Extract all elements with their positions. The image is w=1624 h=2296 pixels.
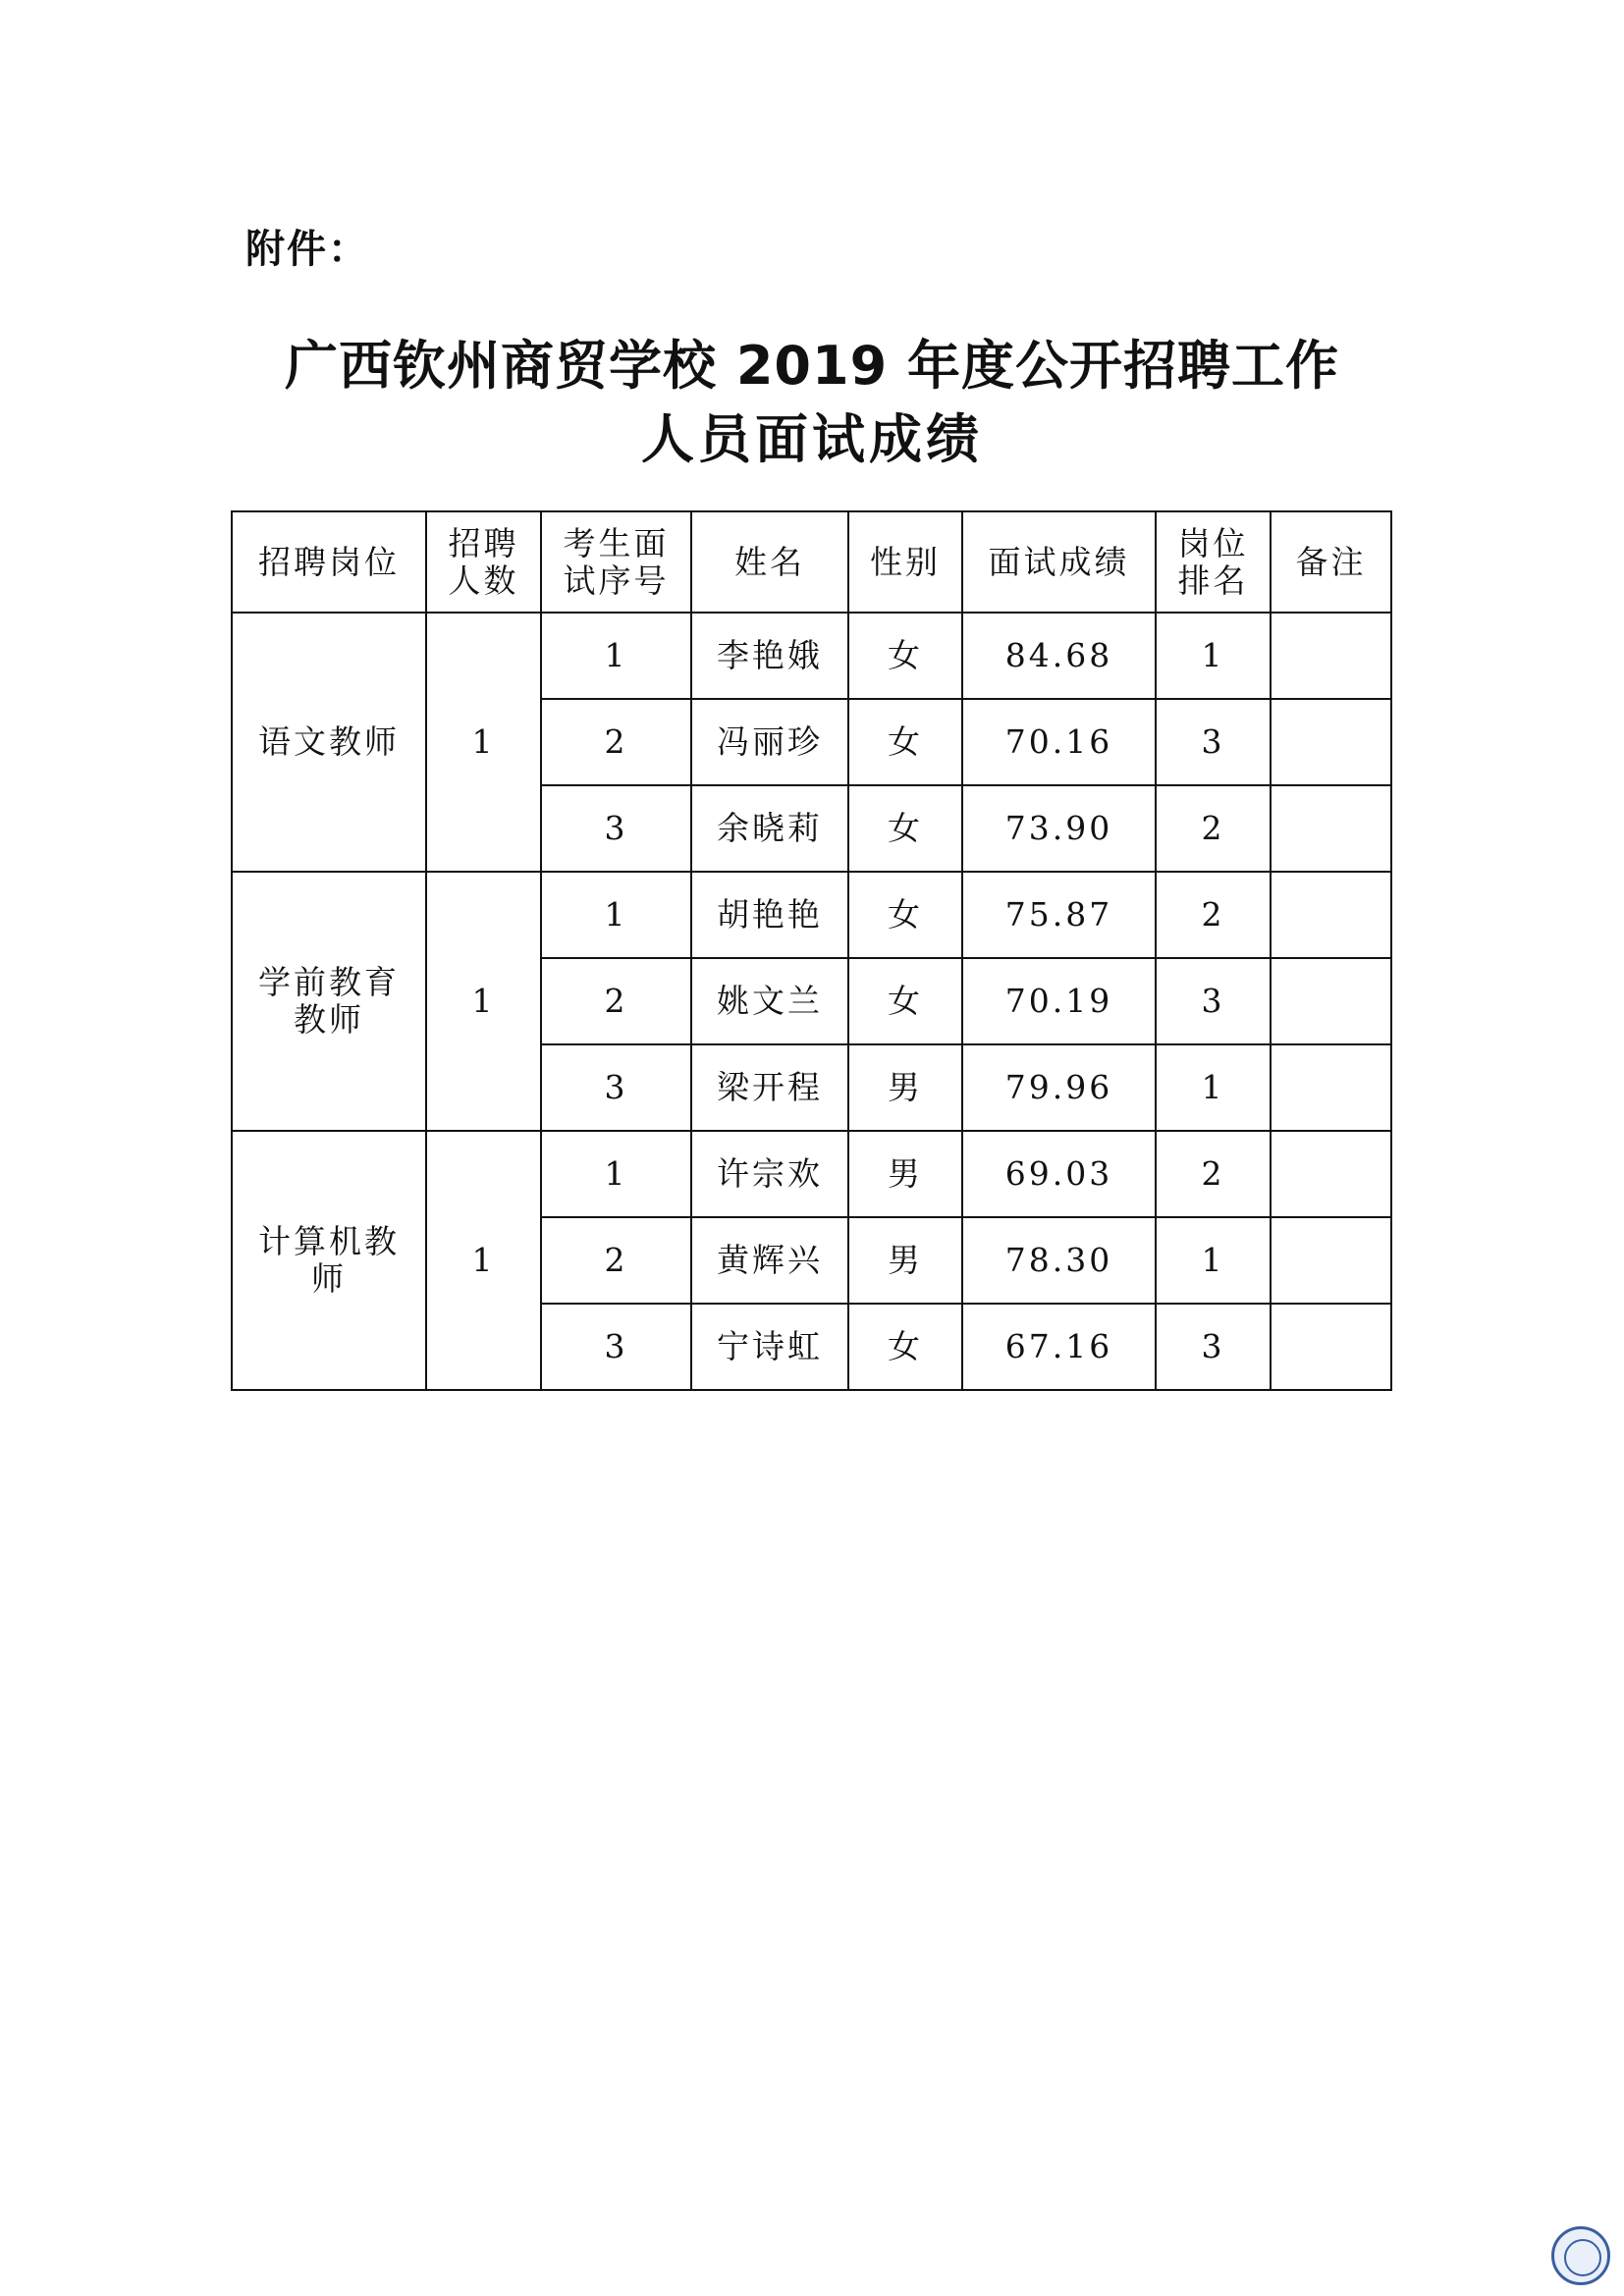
score-cell: 73.90 xyxy=(962,785,1156,872)
seq-cell: 3 xyxy=(541,1044,691,1131)
name-cell: 冯丽珍 xyxy=(691,699,848,785)
remark-cell xyxy=(1271,613,1391,699)
table-row xyxy=(232,613,1391,699)
rank-cell: 1 xyxy=(1156,613,1271,699)
interview-scores-table xyxy=(231,510,1392,1391)
name-cell: 许宗欢 xyxy=(691,1131,848,1217)
header-gender: 性别 xyxy=(848,511,962,613)
remark-cell xyxy=(1271,1131,1391,1217)
gender-cell: 男 xyxy=(848,1217,962,1304)
post-cell: 学前教育 教师 xyxy=(232,872,426,1131)
attachment-label: 附件： xyxy=(245,227,369,272)
table-header-row xyxy=(232,511,1391,613)
remark-cell xyxy=(1271,958,1391,1044)
gender-cell: 女 xyxy=(848,699,962,785)
table-row xyxy=(232,1131,1391,1217)
seq-cell: 2 xyxy=(541,958,691,1044)
gender-cell: 女 xyxy=(848,872,962,958)
name-cell: 余晓莉 xyxy=(691,785,848,872)
score-cell: 67.16 xyxy=(962,1304,1156,1390)
post-cell: 语文教师 xyxy=(232,613,426,872)
post-cell: 计算机教 师 xyxy=(232,1131,426,1390)
count-cell: 1 xyxy=(426,1131,541,1390)
remark-cell xyxy=(1271,872,1391,958)
score-cell: 70.19 xyxy=(962,958,1156,1044)
header-post: 招聘岗位 xyxy=(232,511,426,613)
remark-cell xyxy=(1271,1304,1391,1390)
gender-cell: 女 xyxy=(848,785,962,872)
score-cell: 70.16 xyxy=(962,699,1156,785)
seq-cell: 3 xyxy=(541,785,691,872)
gender-cell: 女 xyxy=(848,613,962,699)
rank-cell: 2 xyxy=(1156,1131,1271,1217)
name-cell: 李艳娥 xyxy=(691,613,848,699)
remark-cell xyxy=(1271,699,1391,785)
rank-cell: 3 xyxy=(1156,958,1271,1044)
score-cell: 79.96 xyxy=(962,1044,1156,1131)
seq-cell: 2 xyxy=(541,699,691,785)
name-cell: 胡艳艳 xyxy=(691,872,848,958)
document-title-line2: 人员面试成绩 xyxy=(641,408,983,470)
remark-cell xyxy=(1271,785,1391,872)
header-name: 姓名 xyxy=(691,511,848,613)
seq-cell: 2 xyxy=(541,1217,691,1304)
header-seq: 考生面 试序号 xyxy=(541,511,691,613)
seq-cell: 1 xyxy=(541,872,691,958)
seq-cell: 1 xyxy=(541,613,691,699)
seq-cell: 3 xyxy=(541,1304,691,1390)
rank-cell: 3 xyxy=(1156,699,1271,785)
gender-cell: 女 xyxy=(848,958,962,1044)
header-count: 招聘 人数 xyxy=(426,511,541,613)
name-cell: 梁开程 xyxy=(691,1044,848,1131)
rank-cell: 1 xyxy=(1156,1044,1271,1131)
gender-cell: 男 xyxy=(848,1044,962,1131)
score-cell: 84.68 xyxy=(962,613,1156,699)
rank-cell: 3 xyxy=(1156,1304,1271,1390)
header-rank: 岗位 排名 xyxy=(1156,511,1271,613)
rank-cell: 2 xyxy=(1156,872,1271,958)
gender-cell: 女 xyxy=(848,1304,962,1390)
score-cell: 75.87 xyxy=(962,872,1156,958)
remark-cell xyxy=(1271,1217,1391,1304)
score-cell: 78.30 xyxy=(962,1217,1156,1304)
name-cell: 黄辉兴 xyxy=(691,1217,848,1304)
gender-cell: 男 xyxy=(848,1131,962,1217)
header-remark: 备注 xyxy=(1271,511,1391,613)
count-cell: 1 xyxy=(426,872,541,1131)
school-seal-icon xyxy=(1551,2226,1610,2285)
name-cell: 宁诗虹 xyxy=(691,1304,848,1390)
remark-cell xyxy=(1271,1044,1391,1131)
count-cell: 1 xyxy=(426,613,541,872)
header-score: 面试成绩 xyxy=(962,511,1156,613)
table-row xyxy=(232,872,1391,958)
seq-cell: 1 xyxy=(541,1131,691,1217)
rank-cell: 2 xyxy=(1156,785,1271,872)
name-cell: 姚文兰 xyxy=(691,958,848,1044)
score-cell: 69.03 xyxy=(962,1131,1156,1217)
rank-cell: 1 xyxy=(1156,1217,1271,1304)
document-title-line1: 广西钦州商贸学校 2019 年度公开招聘工作 xyxy=(285,335,1339,397)
